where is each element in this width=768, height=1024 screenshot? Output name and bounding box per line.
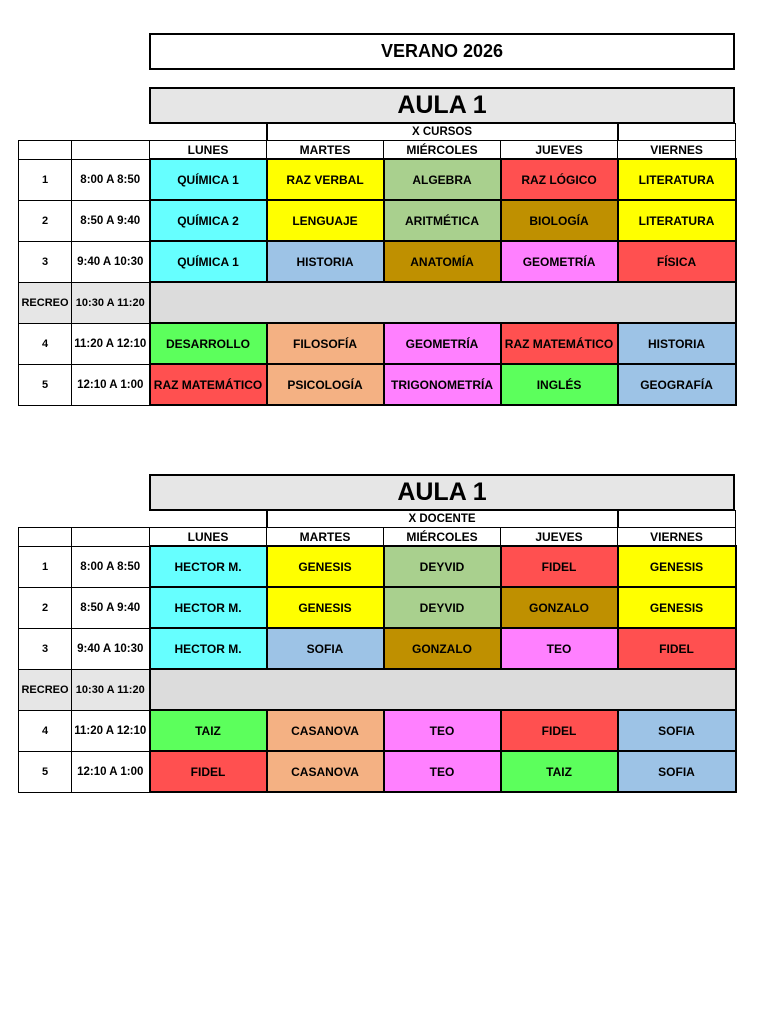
table-row (19, 364, 736, 405)
schedule-cell: RAZ LÓGICO (501, 159, 618, 200)
header-blank (72, 141, 150, 160)
period-number: 5 (19, 364, 72, 405)
subtitle-row (19, 124, 736, 141)
period-number: 4 (19, 323, 72, 364)
table-row (19, 546, 736, 587)
schedule-cell: FIDEL (618, 628, 736, 669)
day-header: JUEVES (501, 141, 618, 160)
schedule-cell: HECTOR M. (150, 587, 267, 628)
period-number: 3 (19, 241, 72, 282)
day-header-row (19, 141, 736, 160)
schedule-cell: GEOMETRÍA (384, 323, 501, 364)
schedule-cell: QUÍMICA 2 (150, 200, 267, 241)
subtitle-row (19, 511, 736, 528)
schedule-cell: HECTOR M. (150, 628, 267, 669)
schedule-cell: FIDEL (501, 710, 618, 751)
period-number: 2 (19, 200, 72, 241)
day-header: LUNES (150, 528, 267, 547)
period-time: 8:00 A 8:50 (72, 546, 150, 587)
period-time: 9:40 A 10:30 (72, 628, 150, 669)
day-header: JUEVES (501, 528, 618, 547)
day-header: MARTES (267, 528, 384, 547)
schedule-cell: SOFIA (267, 628, 384, 669)
schedule-cell: RAZ VERBAL (267, 159, 384, 200)
schedule-cell: HECTOR M. (150, 546, 267, 587)
schedule-cell: TEO (384, 751, 501, 792)
recreo-time: 10:30 A 11:20 (72, 669, 150, 710)
schedule-cell: RAZ MATEMÁTICO (150, 364, 267, 405)
table-row (19, 200, 736, 241)
schedule-cell: GENESIS (618, 546, 736, 587)
schedule-cell: LITERATURA (618, 159, 736, 200)
schedule-cell: PSICOLOGÍA (267, 364, 384, 405)
schedule-cell: BIOLOGÍA (501, 200, 618, 241)
schedule-cell: DESARROLLO (150, 323, 267, 364)
recreo-block (150, 669, 736, 710)
schedule-cell: CASANOVA (267, 751, 384, 792)
recreo-row (19, 282, 736, 323)
schedule-cell: SOFIA (618, 751, 736, 792)
recreo-time: 10:30 A 11:20 (72, 282, 150, 323)
schedule-cell: GEOMETRÍA (501, 241, 618, 282)
recreo-row (19, 669, 736, 710)
period-number: 3 (19, 628, 72, 669)
schedule-cell: GEOGRAFÍA (618, 364, 736, 405)
spacer (19, 124, 267, 141)
schedule-cell: FÍSICA (618, 241, 736, 282)
period-time: 8:00 A 8:50 (72, 159, 150, 200)
schedule-cell: SOFIA (618, 710, 736, 751)
header-blank (19, 528, 72, 547)
schedule-cell: FILOSOFÍA (267, 323, 384, 364)
period-time: 11:20 A 12:10 (72, 710, 150, 751)
recreo-block (150, 282, 736, 323)
schedule-cell: HISTORIA (618, 323, 736, 364)
period-time: 12:10 A 1:00 (72, 751, 150, 792)
table-subtitle: X DOCENTE (267, 511, 618, 528)
schedule-table (18, 510, 737, 793)
schedule-cell: DEYVID (384, 546, 501, 587)
table-row (19, 241, 736, 282)
header-blank (72, 528, 150, 547)
spacer (19, 511, 267, 528)
day-header: MIÉRCOLES (384, 528, 501, 547)
spacer (618, 511, 736, 528)
period-time: 8:50 A 9:40 (72, 200, 150, 241)
table-row (19, 628, 736, 669)
schedule-cell: FIDEL (501, 546, 618, 587)
table-row (19, 751, 736, 792)
schedule-cell: GENESIS (267, 587, 384, 628)
schedule-cell: ALGEBRA (384, 159, 501, 200)
table-row (19, 710, 736, 751)
table-row (19, 159, 736, 200)
schedule-cell: TEO (384, 710, 501, 751)
page-title: VERANO 2026 (149, 33, 735, 70)
schedule-cell: FIDEL (150, 751, 267, 792)
day-header: VIERNES (618, 528, 736, 547)
schedule-cell: QUÍMICA 1 (150, 159, 267, 200)
schedule-cell: TAIZ (501, 751, 618, 792)
schedule-cell: HISTORIA (267, 241, 384, 282)
day-header: LUNES (150, 141, 267, 160)
schedule-cell: ARITMÉTICA (384, 200, 501, 241)
schedule-cell: DEYVID (384, 587, 501, 628)
recreo-label: RECREO (19, 669, 72, 710)
schedule-cell: GENESIS (618, 587, 736, 628)
schedule-cell: GENESIS (267, 546, 384, 587)
day-header: VIERNES (618, 141, 736, 160)
header-blank (19, 141, 72, 160)
aula-title: AULA 1 (149, 87, 735, 124)
schedule-cell: LENGUAJE (267, 200, 384, 241)
recreo-label: RECREO (19, 282, 72, 323)
schedule-cell: ANATOMÍA (384, 241, 501, 282)
table-row (19, 323, 736, 364)
day-header: MIÉRCOLES (384, 141, 501, 160)
schedule-cell: RAZ MATEMÁTICO (501, 323, 618, 364)
period-number: 1 (19, 546, 72, 587)
schedule-cell: TRIGONOMETRÍA (384, 364, 501, 405)
table-subtitle: X CURSOS (267, 124, 618, 141)
schedule-cell: QUÍMICA 1 (150, 241, 267, 282)
spacer (618, 124, 736, 141)
period-time: 11:20 A 12:10 (72, 323, 150, 364)
schedule-cell: INGLÉS (501, 364, 618, 405)
period-time: 9:40 A 10:30 (72, 241, 150, 282)
schedule-cell: GONZALO (501, 587, 618, 628)
aula-title: AULA 1 (149, 474, 735, 511)
period-time: 8:50 A 9:40 (72, 587, 150, 628)
schedule-cell: TAIZ (150, 710, 267, 751)
schedule-cell: GONZALO (384, 628, 501, 669)
period-number: 2 (19, 587, 72, 628)
day-header: MARTES (267, 141, 384, 160)
schedule-table (18, 123, 737, 406)
day-header-row (19, 528, 736, 547)
schedule-cell: CASANOVA (267, 710, 384, 751)
period-time: 12:10 A 1:00 (72, 364, 150, 405)
schedule-cell: TEO (501, 628, 618, 669)
schedule-cell: LITERATURA (618, 200, 736, 241)
table-row (19, 587, 736, 628)
period-number: 4 (19, 710, 72, 751)
period-number: 5 (19, 751, 72, 792)
period-number: 1 (19, 159, 72, 200)
